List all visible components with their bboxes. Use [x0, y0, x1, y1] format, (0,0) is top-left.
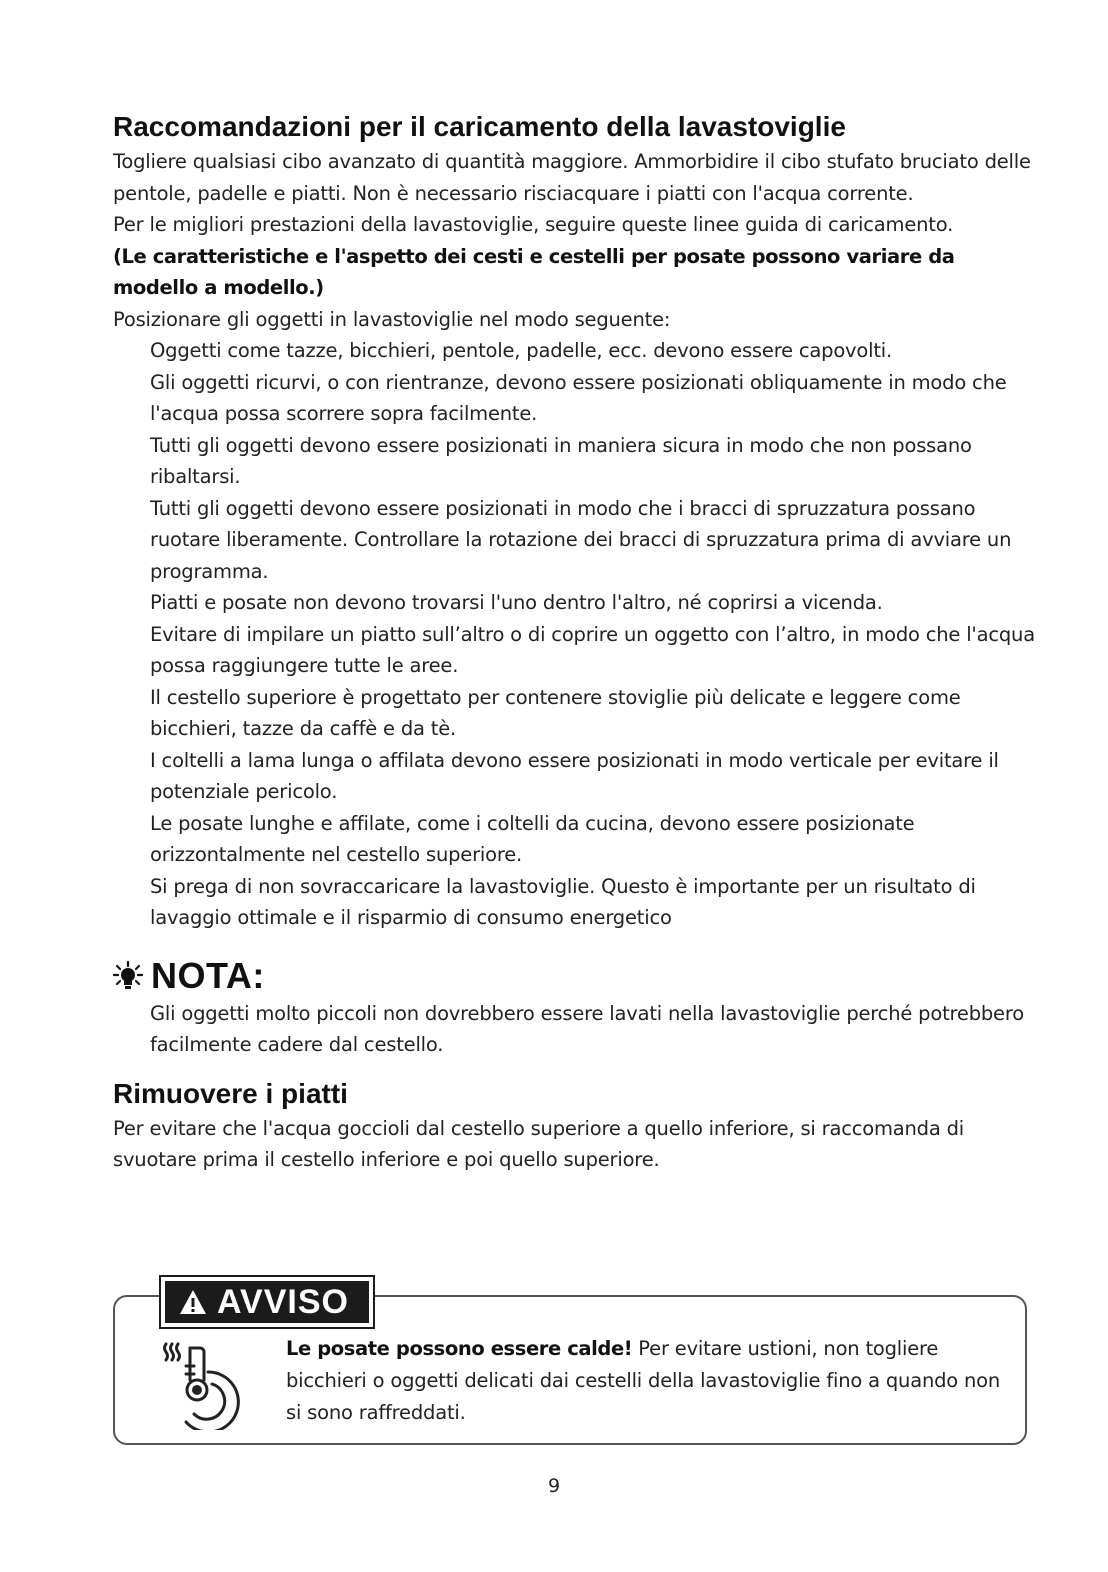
model-variation-note: (Le caratteristiche e l'aspetto dei cesti e cestelli per posate possono variare da modello a modello.) [113, 244, 955, 299]
list-item: Piatti e posate non devono trovarsi l'uno dentro l'altro, né coprirsi a vicenda. [150, 591, 883, 614]
section-heading-loading: Raccomandazioni per il caricamento della lavastoviglie [113, 111, 846, 142]
list-item: Si prega di non sovraccaricare la lavastoviglie. Questo è importante per un risultato di lavaggio ottimale e il risparmio di consumo energetico [150, 874, 976, 929]
lightbulb-icon [113, 961, 143, 991]
warning-detail-text: Per evitare ustioni, non togliere bicchieri o oggetti delicati dai cestelli della lavastoviglie fino a quando non si sono raffreddati. [286, 1337, 1001, 1424]
main-content [113, 108, 1043, 1176]
warning-bold-text: Le posate possono essere calde! [286, 1337, 633, 1360]
list-item: Oggetti come tazze, bicchieri, pentole, padelle, ecc. devono essere capovolti. [150, 339, 893, 362]
nota-title: NOTA: [151, 954, 265, 996]
nota-text: Gli oggetti molto piccoli non dovrebbero essere lavati nella lavastoviglie perché potrebbero facilmente cadere dal cestello. [150, 1001, 1024, 1056]
remove-dishes-text: Per evitare che l'acqua goccioli dal cestello superiore a quello inferiore, si raccomanda di svuotare prima il cestello inferiore e poi quello superiore. [113, 1116, 964, 1171]
intro-paragraph: Togliere qualsiasi cibo avanzato di quantità maggiore. Ammorbidire il cibo stufato bruciato delle pentole, padelle e piatti. Non è necessario risciacquare i piatti con l'acqua corrente. [113, 150, 1031, 205]
list-item: Tutti gli oggetti devono essere posizionati in modo che i bracci di spruzzatura possano ruotare liberamente. Controllare la rotazione dei bracci di spruzzatura prima di avviare un programma. [150, 496, 1012, 583]
warning-text [286, 1333, 1006, 1429]
list-item: Il cestello superiore è progettato per contenere stoviglie più delicate e leggere come bicchieri, tazze da caffè e da tè. [150, 685, 961, 740]
nota-header [113, 954, 1043, 998]
list-intro: Posizionare gli oggetti in lavastoviglie nel modo seguente: [113, 307, 671, 331]
warning-label [161, 1277, 373, 1327]
list-item: Evitare di impilare un piatto sull’altro o di coprire un oggetto con l’altro, in modo che l'acqua possa raggiungere tutte le aree. [150, 622, 1035, 677]
intro-paragraph: Per le migliori prestazioni della lavastoviglie, seguire queste linee guida di caricamento. [113, 213, 954, 236]
list-item: Tutti gli oggetti devono essere posizionati in maniera sicura in modo che non possano ribaltarsi. [150, 433, 972, 488]
page-number: 9 [547, 1475, 561, 1497]
list-item: Le posate lunghe e affilate, come i coltelli da cucina, devono essere posizionate orizzontalmente nel cestello superiore. [150, 811, 915, 866]
hot-cutlery-icon [160, 1340, 260, 1430]
warning-body [286, 1333, 1006, 1429]
warning-triangle-icon [179, 1289, 207, 1315]
list-item: I coltelli a lama lunga o affilata devono essere posizionati in modo verticale per evitare il potenziale pericolo. [150, 748, 999, 803]
warning-title: AVVISO [217, 1282, 349, 1321]
remove-dishes-section [113, 1075, 1043, 1176]
list-item: Gli oggetti ricurvi, o con rientranze, devono essere posizionati obliquamente in modo che l'acqua possa scorrere sopra facilmente. [150, 370, 1007, 425]
section-heading-remove: Rimuovere i piatti [113, 1077, 348, 1109]
